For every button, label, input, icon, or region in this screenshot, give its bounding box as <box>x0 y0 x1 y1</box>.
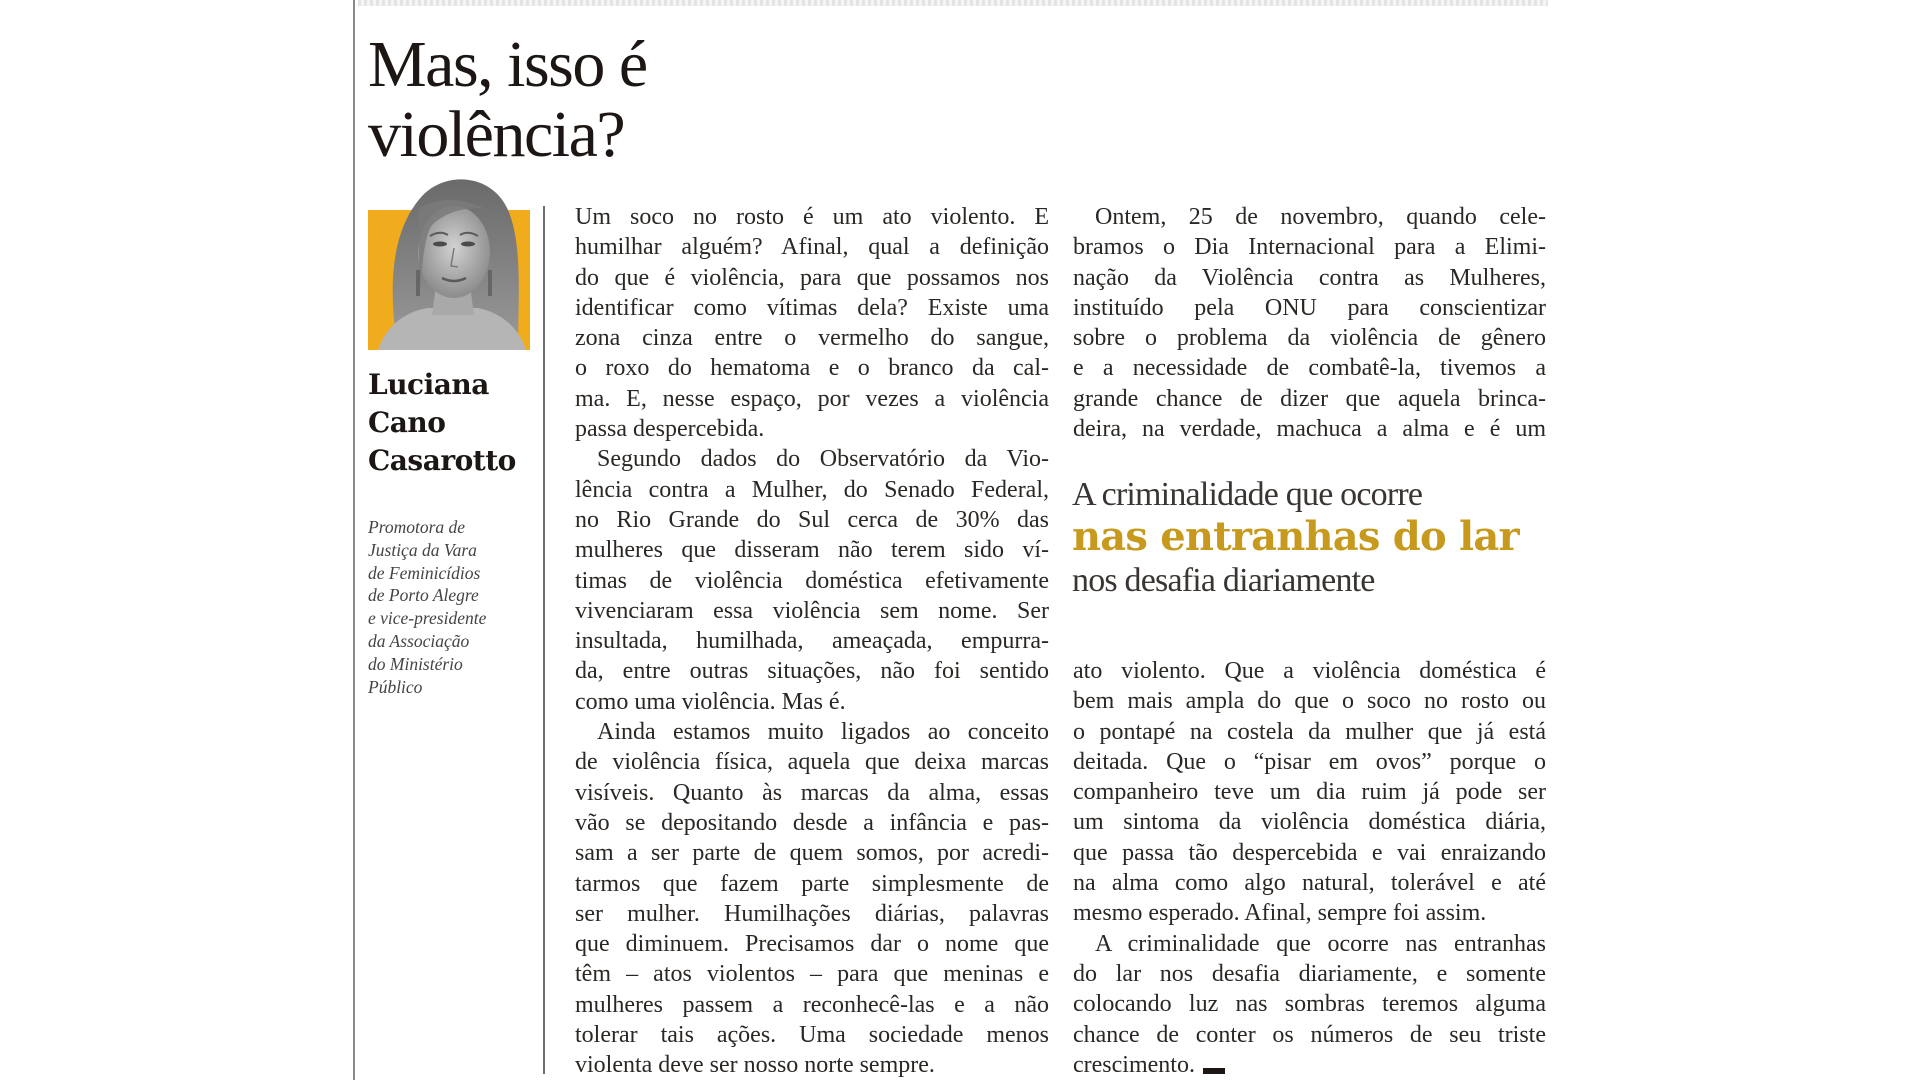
text-line: colocando luz nas sombras teremos alguma <box>1073 991 1546 1018</box>
article-column-right-bottom <box>1073 656 1546 1080</box>
text-line: da, entre outras situações, não foi sentido <box>575 658 1049 685</box>
final-text: crescimento. <box>1073 1051 1195 1078</box>
pull-quote-highlight: nas entranhas do lar <box>1072 513 1519 560</box>
bio-line: Público <box>368 676 423 697</box>
bio-line: e vice-presidente <box>368 608 487 629</box>
text-line: Ainda estamos muito ligados ao conceito <box>597 719 1049 746</box>
author-portrait-icon <box>368 170 530 350</box>
text-line: Ontem, 25 de novembro, quando cele- <box>1095 204 1546 230</box>
text-line: que diminuem. Precisamos dar o nome que <box>575 931 1049 958</box>
author-name-line-3: Casarotto <box>368 444 516 477</box>
text-line: zona cinza entre o vermelho do sangue, <box>575 325 1049 352</box>
pull-quote-line-3: nos desafia diariamente <box>1072 562 1375 599</box>
text-line: lência contra a Mulher, do Senado Federal, <box>575 476 1049 503</box>
text-line: Um soco no rosto é um ato violento. E <box>575 204 1049 230</box>
text-line: grande chance de dizer que aquela brinca- <box>1073 385 1546 412</box>
bio-line: Promotora de <box>368 517 466 537</box>
text-line: deira, na verdade, machuca a alma e é um <box>1073 416 1546 443</box>
pull-quote <box>1072 475 1552 603</box>
author-photo <box>368 170 530 350</box>
headline-line-1: Mas, isso é <box>368 28 647 101</box>
text-line: tarmos que fazem parte simplesmente de <box>575 870 1049 897</box>
text-line: timas de violência doméstica efetivamente <box>575 567 1049 594</box>
text-line: um sintoma da violência doméstica diária, <box>1073 809 1546 836</box>
author-name-line-1: Luciana <box>368 368 489 401</box>
text-line: chance de conter os números de seu triste <box>1073 1021 1546 1048</box>
text-line: e a necessidade de combatê-la, tivemos a <box>1073 355 1546 382</box>
text-line: A criminalidade que ocorre nas entranhas <box>1095 930 1546 957</box>
author-name-line-2: Cano <box>368 406 446 439</box>
bio-line: de Porto Alegre <box>368 585 479 606</box>
text-line: humilhar alguém? Afinal, qual a definição <box>575 234 1049 261</box>
text-line: o pontapé na costela da mulher que já está <box>1073 718 1546 745</box>
text-line-final <box>1073 1050 1546 1080</box>
text-line: ato violento. Que a violência doméstica é <box>1073 658 1546 684</box>
top-rule-divider <box>358 0 1548 6</box>
text-line: deitada. Que o “pisar em ovos” porque o <box>1073 748 1546 775</box>
text-line: na alma como algo natural, tolerável e até <box>1073 870 1546 897</box>
bio-line: da Associação <box>368 630 470 651</box>
text-line: do que é violência, para que possamos nos <box>575 264 1049 291</box>
text-line: sobre o problema da violência de gênero <box>1073 325 1546 352</box>
text-line: violenta deve ser nosso norte sempre. <box>575 1052 935 1079</box>
text-line: bramos o Dia Internacional para a Elimi- <box>1073 234 1546 261</box>
text-line: instituído pela ONU para conscientizar <box>1073 294 1546 321</box>
text-line: mulheres que disseram não terem sido ví- <box>575 537 1049 564</box>
pull-quote-line-1: A criminalidade que ocorre <box>1072 476 1423 513</box>
text-line: passa despercebida. <box>575 416 765 443</box>
bio-line: do Ministério <box>368 653 463 674</box>
text-line: como uma violência. Mas é. <box>575 688 846 715</box>
text-line: vão se depositando desde a infância e pas- <box>575 809 1049 836</box>
text-line: companheiro teve um dia ruim já pode ser <box>1073 779 1546 806</box>
end-of-article-icon <box>1203 1068 1225 1074</box>
text-line: Segundo dados do Observatório da Vio- <box>597 446 1049 473</box>
headline-line-2: violência? <box>368 98 625 171</box>
text-line: que passa tão despercebida e vai enraizando <box>1073 839 1546 866</box>
text-line: ser mulher. Humilhações diárias, palavras <box>575 900 1049 927</box>
text-line: bem mais ampla do que o soco no rosto ou <box>1073 688 1546 715</box>
author-bio <box>368 516 538 698</box>
text-line: tolerar tais ações. Uma sociedade menos <box>575 1022 1049 1049</box>
text-line: insultada, humilhada, ameaçada, empurra- <box>575 628 1049 655</box>
text-line: têm – atos violentos – para que meninas e <box>575 961 1049 988</box>
text-line: mesmo esperado. Afinal, sempre foi assim. <box>1073 900 1487 927</box>
text-line: sam a ser parte de quem somos, por acredi- <box>575 840 1049 867</box>
text-line: de violência física, aquela que deixa marcas <box>575 749 1049 776</box>
text-line: o roxo do hematoma e o branco da cal- <box>575 355 1049 382</box>
bio-line: de Feminicídios <box>368 562 481 583</box>
text-line: vivenciaram essa violência sem nome. Ser <box>575 597 1049 624</box>
text-line: nação da Violência contra as Mulheres, <box>1073 264 1546 291</box>
author-name <box>368 366 538 480</box>
text-line: mulheres passem a reconhecê-las e a não <box>575 991 1049 1018</box>
article-column-middle <box>575 202 1049 1080</box>
text-line: no Rio Grande do Sul cerca de 30% das <box>575 506 1049 533</box>
page-left-border <box>353 0 355 1080</box>
bio-line: Justiça da Vara <box>368 539 477 560</box>
text-line: visíveis. Quanto às marcas da alma, essas <box>575 779 1049 806</box>
article-headline <box>368 30 728 170</box>
text-line: ma. E, nesse espaço, por vezes a violência <box>575 385 1049 412</box>
text-line: do lar nos desafia diariamente, e somente <box>1073 960 1546 987</box>
article-column-right-top <box>1073 202 1546 444</box>
text-line: identificar como vítimas dela? Existe uma <box>575 294 1049 321</box>
column-divider <box>543 206 545 1074</box>
